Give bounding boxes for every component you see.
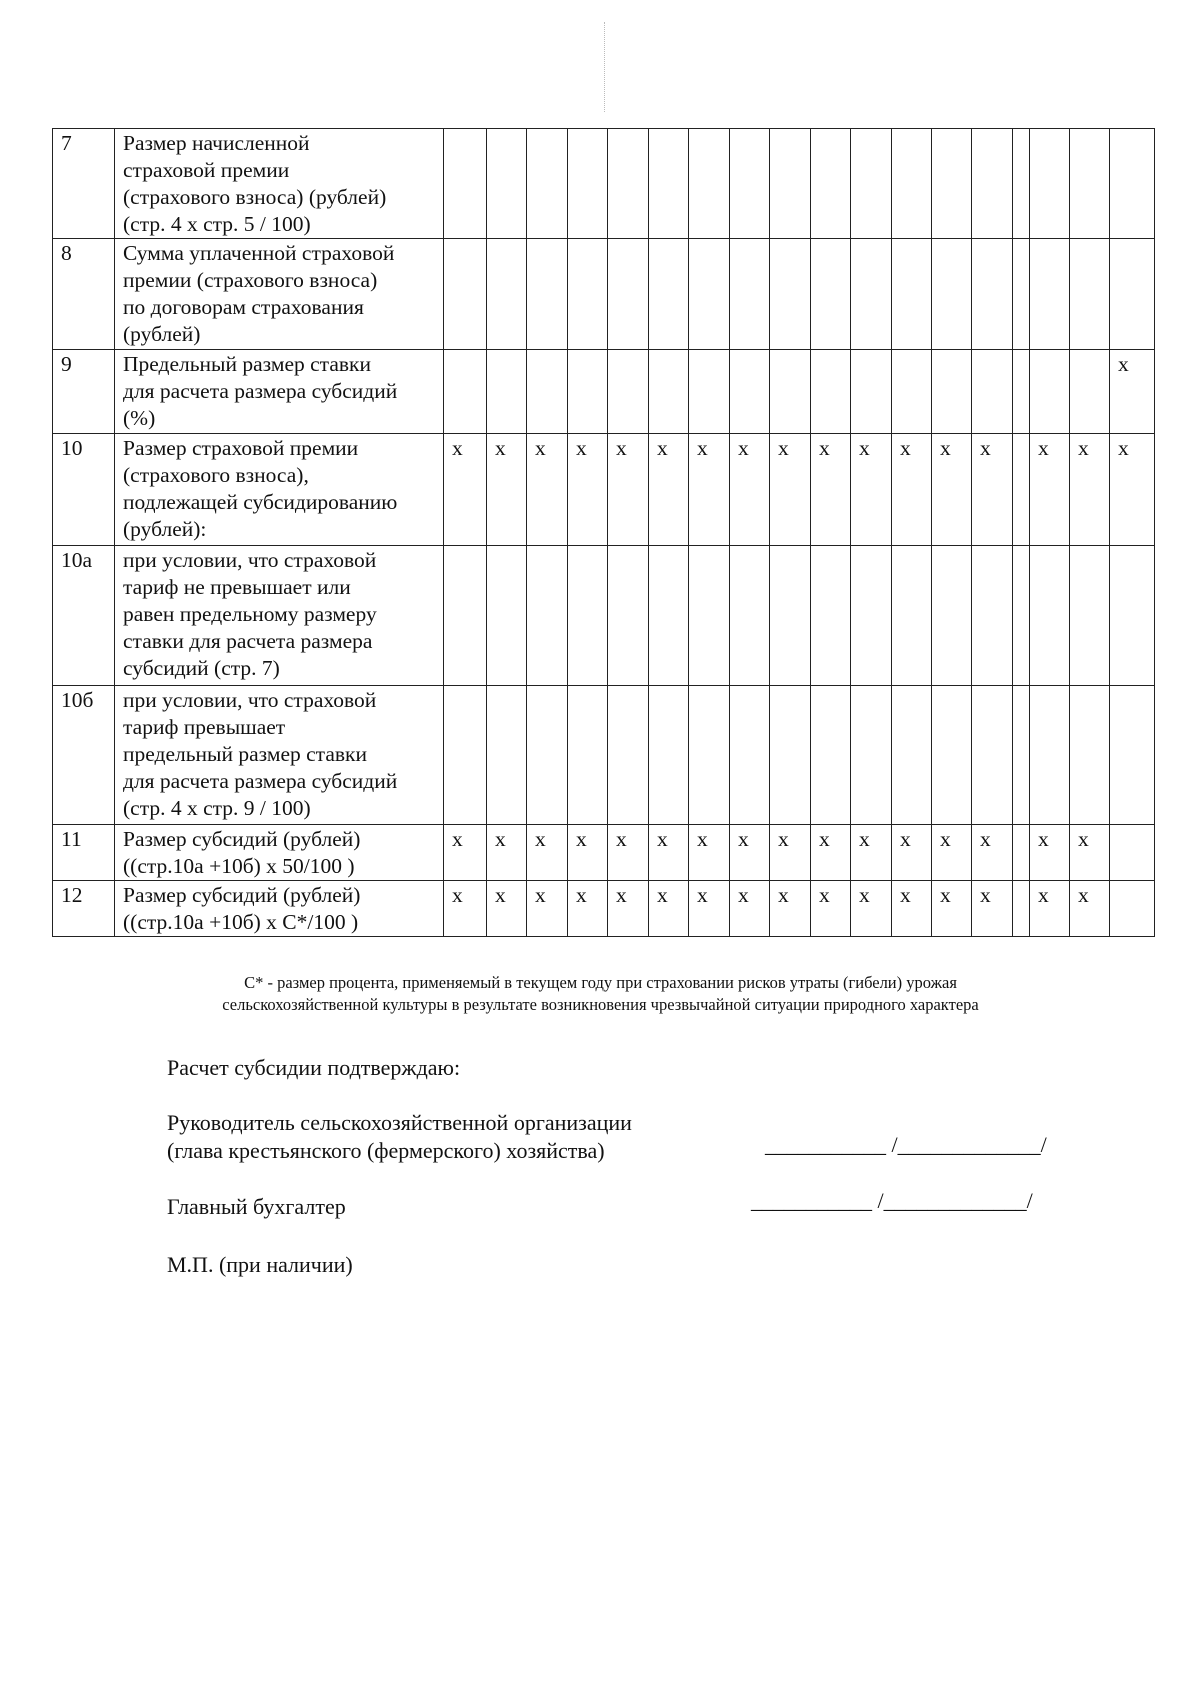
value-cell[interactable] bbox=[730, 129, 770, 239]
value-cell[interactable] bbox=[444, 239, 487, 350]
value-cell[interactable]: х bbox=[527, 434, 568, 546]
value-cell[interactable] bbox=[1070, 129, 1110, 239]
value-cell[interactable] bbox=[932, 546, 972, 686]
value-cell[interactable] bbox=[1070, 350, 1110, 434]
value-cell[interactable]: х bbox=[1030, 434, 1070, 546]
value-cell[interactable]: х bbox=[487, 881, 527, 937]
value-cell[interactable] bbox=[972, 546, 1013, 686]
value-cell[interactable] bbox=[811, 239, 851, 350]
value-cell[interactable]: х bbox=[770, 825, 811, 881]
value-cell[interactable] bbox=[851, 686, 892, 825]
value-cell[interactable] bbox=[689, 239, 730, 350]
value-cell[interactable] bbox=[892, 350, 932, 434]
value-cell[interactable]: х bbox=[568, 881, 608, 937]
value-cell[interactable] bbox=[689, 129, 730, 239]
value-cell[interactable]: х bbox=[1070, 881, 1110, 937]
value-cell[interactable] bbox=[1030, 546, 1070, 686]
value-cell[interactable]: х bbox=[892, 434, 932, 546]
value-cell[interactable] bbox=[1070, 686, 1110, 825]
value-cell[interactable] bbox=[770, 686, 811, 825]
value-cell[interactable] bbox=[608, 350, 649, 434]
row-number: 10 bbox=[53, 434, 115, 546]
value-cell[interactable] bbox=[851, 129, 892, 239]
stamp-place: М.П. (при наличии) bbox=[167, 1252, 353, 1277]
table-row bbox=[53, 350, 1155, 434]
row-label: при условии, что страховой тариф превышает предельный размер ставки для расчета размера субсидий (стр. 4 х стр. 9 / 100) bbox=[115, 686, 444, 825]
value-cell[interactable] bbox=[1110, 546, 1155, 686]
value-cell[interactable] bbox=[851, 350, 892, 434]
value-cell[interactable] bbox=[444, 546, 487, 686]
value-cell[interactable] bbox=[527, 239, 568, 350]
value-cell[interactable]: х bbox=[811, 881, 851, 937]
value-cell[interactable] bbox=[770, 546, 811, 686]
value-cell[interactable] bbox=[487, 239, 527, 350]
value-cell[interactable] bbox=[730, 686, 770, 825]
value-cell[interactable]: х bbox=[608, 434, 649, 546]
value-cell[interactable]: х bbox=[487, 825, 527, 881]
value-cell[interactable] bbox=[1013, 239, 1030, 350]
value-cell[interactable] bbox=[527, 129, 568, 239]
value-cell[interactable]: х bbox=[1030, 881, 1070, 937]
value-cell[interactable] bbox=[892, 239, 932, 350]
value-cell[interactable] bbox=[811, 350, 851, 434]
footnote: С* - размер процента, применяемый в текущем году при страховании рисков утраты (гибели) урожая сельскохозяйственной культуры в результате возникновения чрезвычайной ситуации природного характера bbox=[222, 973, 979, 1014]
row-number: 10а bbox=[53, 546, 115, 686]
value-cell[interactable]: х bbox=[932, 881, 972, 937]
value-cell[interactable] bbox=[972, 129, 1013, 239]
value-cell[interactable]: х bbox=[444, 434, 487, 546]
value-cell[interactable] bbox=[1030, 350, 1070, 434]
value-cell[interactable] bbox=[1013, 825, 1030, 881]
value-cell[interactable]: х bbox=[770, 881, 811, 937]
row-label: Предельный размер ставки для расчета размера субсидий (%) bbox=[115, 350, 444, 434]
value-cell[interactable] bbox=[649, 129, 689, 239]
value-cell[interactable] bbox=[1013, 350, 1030, 434]
value-cell[interactable]: х bbox=[568, 434, 608, 546]
value-cell[interactable]: х bbox=[608, 825, 649, 881]
value-cell[interactable] bbox=[892, 546, 932, 686]
value-cell[interactable] bbox=[1013, 546, 1030, 686]
table-row bbox=[53, 686, 1155, 825]
value-cell[interactable] bbox=[770, 239, 811, 350]
table-row bbox=[53, 546, 1155, 686]
value-cell[interactable]: х bbox=[444, 881, 487, 937]
value-cell[interactable] bbox=[568, 129, 608, 239]
value-cell[interactable] bbox=[689, 350, 730, 434]
value-cell[interactable] bbox=[649, 239, 689, 350]
value-cell[interactable] bbox=[444, 129, 487, 239]
value-cell[interactable] bbox=[932, 350, 972, 434]
value-cell[interactable] bbox=[527, 686, 568, 825]
value-cell[interactable]: х bbox=[649, 825, 689, 881]
value-cell[interactable]: х bbox=[770, 434, 811, 546]
value-cell[interactable]: х bbox=[730, 825, 770, 881]
value-cell[interactable]: х bbox=[649, 881, 689, 937]
value-cell[interactable]: х bbox=[649, 434, 689, 546]
value-cell[interactable]: х bbox=[487, 434, 527, 546]
value-cell[interactable]: х bbox=[811, 825, 851, 881]
value-cell[interactable] bbox=[972, 686, 1013, 825]
value-cell[interactable] bbox=[1110, 129, 1155, 239]
row-number: 12 bbox=[53, 881, 115, 937]
value-cell[interactable] bbox=[689, 686, 730, 825]
value-cell[interactable] bbox=[487, 129, 527, 239]
value-cell[interactable] bbox=[730, 350, 770, 434]
table-row bbox=[53, 825, 1155, 881]
value-cell[interactable] bbox=[972, 239, 1013, 350]
value-cell[interactable] bbox=[487, 350, 527, 434]
value-cell[interactable]: х bbox=[972, 434, 1013, 546]
row-number: 8 bbox=[53, 239, 115, 350]
value-cell[interactable] bbox=[770, 350, 811, 434]
head-signature-blank[interactable]: ___________ /_____________/ bbox=[765, 1132, 1047, 1157]
value-cell[interactable]: х bbox=[1070, 434, 1110, 546]
value-cell[interactable] bbox=[1013, 129, 1030, 239]
value-cell[interactable] bbox=[1013, 881, 1030, 937]
value-cell[interactable] bbox=[1070, 546, 1110, 686]
row-label: Размер субсидий (рублей) ((стр.10а +10б) х 50/100 ) bbox=[115, 825, 444, 881]
value-cell[interactable] bbox=[1013, 686, 1030, 825]
value-cell[interactable] bbox=[568, 239, 608, 350]
value-cell[interactable] bbox=[568, 686, 608, 825]
value-cell[interactable]: х bbox=[851, 825, 892, 881]
value-cell[interactable] bbox=[932, 686, 972, 825]
value-cell[interactable] bbox=[608, 129, 649, 239]
table-row bbox=[53, 881, 1155, 937]
row-label: при условии, что страховой тариф не превышает или равен предельному размеру ставки для расчета размера субсидий (стр. 7) bbox=[115, 546, 444, 686]
value-cell[interactable] bbox=[972, 350, 1013, 434]
row-label: Размер начисленной страховой премии (страхового взноса) (рублей) (стр. 4 х стр. 5 / 100) bbox=[115, 129, 444, 239]
row-label: Сумма уплаченной страховой премии (страхового взноса) по договорам страхования (рублей) bbox=[115, 239, 444, 350]
value-cell[interactable] bbox=[811, 686, 851, 825]
value-cell[interactable] bbox=[730, 239, 770, 350]
value-cell[interactable]: х bbox=[1110, 434, 1155, 546]
row-number: 11 bbox=[53, 825, 115, 881]
value-cell[interactable] bbox=[811, 129, 851, 239]
value-cell[interactable] bbox=[689, 546, 730, 686]
row-number: 7 bbox=[53, 129, 115, 239]
value-cell[interactable]: х bbox=[811, 434, 851, 546]
value-cell[interactable]: х bbox=[892, 825, 932, 881]
value-cell[interactable] bbox=[1070, 239, 1110, 350]
row-number: 9 bbox=[53, 350, 115, 434]
value-cell[interactable] bbox=[1030, 686, 1070, 825]
value-cell[interactable] bbox=[649, 350, 689, 434]
value-cell[interactable] bbox=[1030, 239, 1070, 350]
value-cell[interactable] bbox=[568, 546, 608, 686]
value-cell[interactable]: х bbox=[892, 881, 932, 937]
value-cell[interactable] bbox=[770, 129, 811, 239]
value-cell[interactable] bbox=[1110, 881, 1155, 937]
value-cell[interactable] bbox=[444, 686, 487, 825]
row-label: Размер субсидий (рублей) ((стр.10а +10б) х С*/100 ) bbox=[115, 881, 444, 937]
value-cell[interactable]: х bbox=[689, 434, 730, 546]
value-cell[interactable] bbox=[608, 546, 649, 686]
value-cell[interactable]: х bbox=[1110, 350, 1155, 434]
value-cell[interactable] bbox=[1110, 686, 1155, 825]
confirmation-text: Расчет субсидии подтверждаю: bbox=[167, 1055, 461, 1080]
value-cell[interactable] bbox=[1110, 239, 1155, 350]
value-cell[interactable] bbox=[932, 239, 972, 350]
value-cell[interactable] bbox=[527, 546, 568, 686]
value-cell[interactable]: х bbox=[527, 825, 568, 881]
row-number: 10б bbox=[53, 686, 115, 825]
value-cell[interactable] bbox=[892, 686, 932, 825]
value-cell[interactable]: х bbox=[851, 434, 892, 546]
value-cell[interactable] bbox=[444, 350, 487, 434]
value-cell[interactable] bbox=[851, 239, 892, 350]
head-title-line2: (глава крестьянского (фермерского) хозяйства) bbox=[167, 1138, 605, 1163]
value-cell[interactable]: х bbox=[689, 881, 730, 937]
value-cell[interactable]: х bbox=[444, 825, 487, 881]
value-cell[interactable] bbox=[730, 546, 770, 686]
value-cell[interactable]: х bbox=[568, 825, 608, 881]
value-cell[interactable]: х bbox=[730, 434, 770, 546]
row-label: Размер страховой премии (страхового взноса), подлежащей субсидированию (рублей): bbox=[115, 434, 444, 546]
scan-artifact bbox=[604, 22, 606, 112]
value-cell[interactable] bbox=[811, 546, 851, 686]
table-row bbox=[53, 239, 1155, 350]
accountant-title: Главный бухгалтер bbox=[167, 1194, 346, 1219]
table-row bbox=[53, 129, 1155, 239]
value-cell[interactable]: х bbox=[608, 881, 649, 937]
value-cell[interactable] bbox=[487, 686, 527, 825]
value-cell[interactable] bbox=[649, 546, 689, 686]
value-cell[interactable] bbox=[527, 350, 568, 434]
value-cell[interactable] bbox=[487, 546, 527, 686]
value-cell[interactable] bbox=[1110, 825, 1155, 881]
value-cell[interactable]: х bbox=[730, 881, 770, 937]
value-cell[interactable] bbox=[892, 129, 932, 239]
value-cell[interactable]: х bbox=[1030, 825, 1070, 881]
accountant-signature-blank[interactable]: ___________ /_____________/ bbox=[751, 1188, 1033, 1213]
value-cell[interactable]: х bbox=[972, 881, 1013, 937]
value-cell[interactable] bbox=[1030, 129, 1070, 239]
value-cell[interactable] bbox=[608, 239, 649, 350]
value-cell[interactable]: х bbox=[972, 825, 1013, 881]
value-cell[interactable] bbox=[649, 686, 689, 825]
value-cell[interactable]: х bbox=[851, 881, 892, 937]
value-cell[interactable] bbox=[1013, 434, 1030, 546]
subsidy-calculation-table bbox=[52, 128, 1155, 937]
value-cell[interactable] bbox=[932, 129, 972, 239]
head-title-line1: Руководитель сельскохозяйственной организации bbox=[167, 1110, 632, 1135]
value-cell[interactable]: х bbox=[1070, 825, 1110, 881]
value-cell[interactable]: х bbox=[689, 825, 730, 881]
value-cell[interactable] bbox=[851, 546, 892, 686]
table-row bbox=[53, 434, 1155, 546]
value-cell[interactable]: х bbox=[932, 434, 972, 546]
value-cell[interactable]: х bbox=[527, 881, 568, 937]
value-cell[interactable] bbox=[568, 350, 608, 434]
value-cell[interactable] bbox=[608, 686, 649, 825]
value-cell[interactable]: х bbox=[932, 825, 972, 881]
